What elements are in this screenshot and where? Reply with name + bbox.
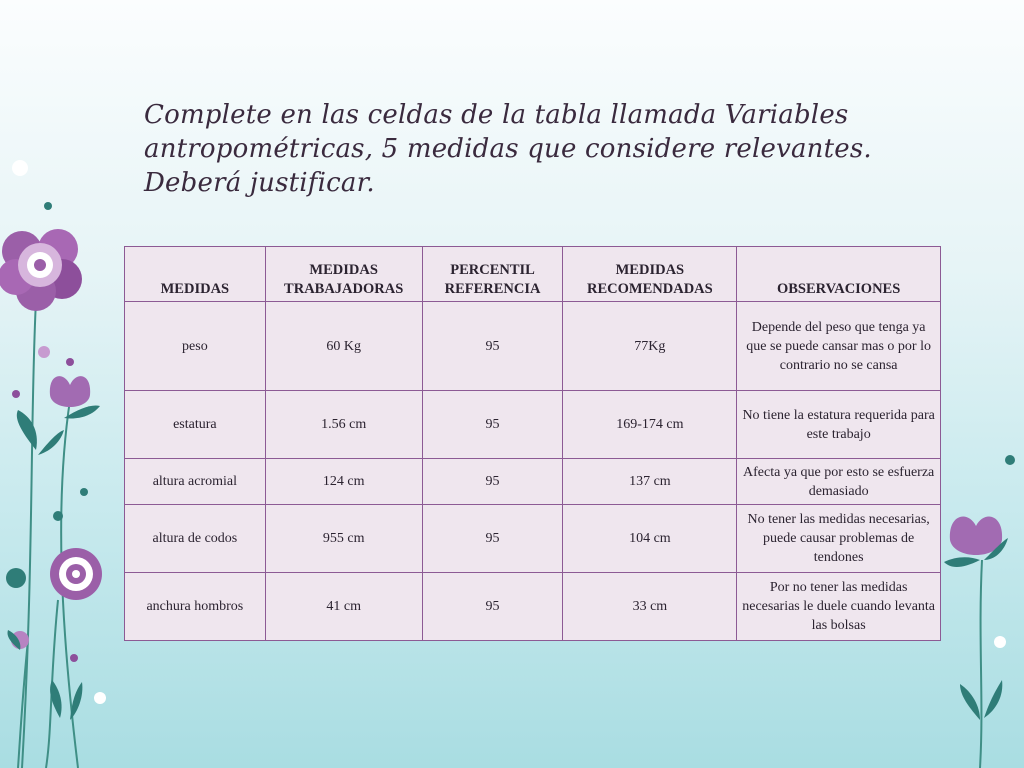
table-header-row bbox=[125, 247, 941, 302]
stem bbox=[22, 300, 36, 768]
flower-icon bbox=[0, 229, 82, 311]
table-cell: 95 bbox=[422, 573, 563, 641]
table-cell: anchura hombros bbox=[125, 573, 266, 641]
table-cell: 95 bbox=[422, 505, 563, 573]
table-cell: 33 cm bbox=[563, 573, 737, 641]
header-medidas-recomendadas: MEDIDAS RECOMENDADAS bbox=[563, 247, 737, 302]
header-medidas: MEDIDAS bbox=[125, 247, 266, 302]
table-cell: 124 cm bbox=[265, 459, 422, 505]
header-medidas-trabajadoras: MEDIDAS TRABAJADORAS bbox=[265, 247, 422, 302]
table-cell: peso bbox=[125, 302, 266, 391]
leaf-icon bbox=[50, 680, 62, 718]
leaf-icon bbox=[944, 557, 980, 567]
snowflake-icon bbox=[994, 636, 1006, 648]
variables-table bbox=[124, 246, 941, 641]
table-cell: estatura bbox=[125, 391, 266, 459]
table-cell: 41 cm bbox=[265, 573, 422, 641]
snowflake-icon bbox=[1005, 455, 1015, 465]
flower-icon bbox=[50, 376, 90, 407]
table-cell: 1.56 cm bbox=[265, 391, 422, 459]
table-row bbox=[125, 391, 941, 459]
table-row bbox=[125, 505, 941, 573]
leaf-icon bbox=[70, 682, 82, 720]
table-row bbox=[125, 459, 941, 505]
table-cell: 95 bbox=[422, 302, 563, 391]
table-cell: 104 cm bbox=[563, 505, 737, 573]
stem bbox=[980, 560, 982, 768]
flower-icon bbox=[70, 654, 78, 662]
table-cell: Por no tener las medidas necesarias le duele cuando levanta las bolsas bbox=[737, 573, 941, 641]
snowflake-icon bbox=[80, 488, 88, 496]
table-cell: 137 cm bbox=[563, 459, 737, 505]
table-cell: Depende del peso que tenga ya que se puede cansar mas o por lo contrario no se cansa bbox=[737, 302, 941, 391]
table-row bbox=[125, 573, 941, 641]
flower-icon bbox=[50, 548, 102, 600]
snowflake-icon bbox=[44, 202, 52, 210]
table-cell: Afecta ya que por esto se esfuerza demasiado bbox=[737, 459, 941, 505]
flower-icon bbox=[53, 511, 63, 521]
table-cell: altura de codos bbox=[125, 505, 266, 573]
flower-icon bbox=[950, 517, 1002, 555]
slide-title: Complete en las celdas de la tabla llamada Variables antropométricas, 5 medidas que considere relevantes. Deberá justificar. bbox=[144, 100, 872, 198]
flower-icon bbox=[66, 358, 74, 366]
table-cell: 77Kg bbox=[563, 302, 737, 391]
table-cell: 60 Kg bbox=[265, 302, 422, 391]
table-cell: No tener las medidas necesarias, puede causar problemas de tendones bbox=[737, 505, 941, 573]
leaf-icon bbox=[17, 410, 37, 450]
flower-icon bbox=[38, 346, 50, 358]
table-cell: No tiene la estatura requerida para este trabajo bbox=[737, 391, 941, 459]
snowflake-icon bbox=[94, 692, 106, 704]
table-cell: 95 bbox=[422, 391, 563, 459]
snowflake-icon bbox=[6, 568, 26, 588]
table-row bbox=[125, 302, 941, 391]
header-percentil-referencia: PERCENTIL REFERENCIA bbox=[422, 247, 563, 302]
table-cell: 169-174 cm bbox=[563, 391, 737, 459]
flower-icon bbox=[12, 390, 20, 398]
table-cell: 955 cm bbox=[265, 505, 422, 573]
header-observaciones: OBSERVACIONES bbox=[737, 247, 941, 302]
snowflake-icon bbox=[12, 160, 28, 176]
table-cell: 95 bbox=[422, 459, 563, 505]
leaf-icon bbox=[38, 430, 64, 455]
leaf-icon bbox=[960, 684, 980, 720]
table-cell: altura acromial bbox=[125, 459, 266, 505]
leaf-icon bbox=[984, 680, 1002, 718]
